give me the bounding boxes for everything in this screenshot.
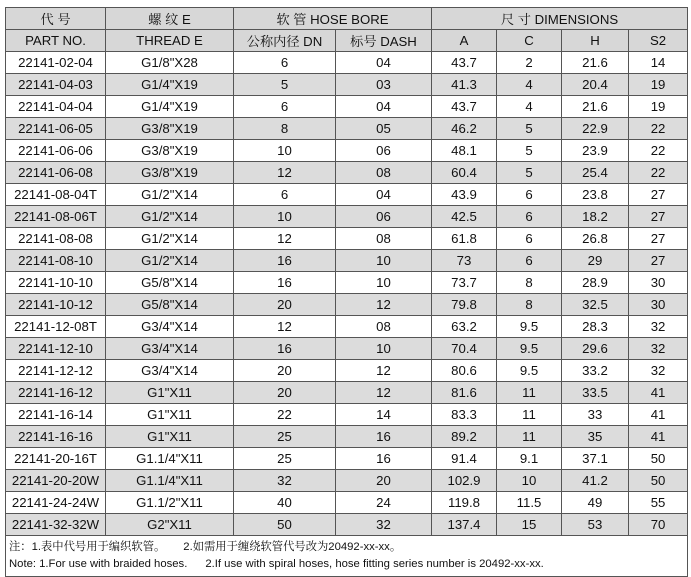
cell-dn: 16 (234, 250, 336, 272)
cell-dim-s2: 32 (629, 338, 688, 360)
cell-dim-c: 5 (497, 118, 562, 140)
cell-part-no: 22141-12-08T (6, 316, 106, 338)
table-row (6, 74, 688, 96)
cell-dn: 25 (234, 426, 336, 448)
table-row (6, 52, 688, 74)
cell-dim-h: 41.2 (562, 470, 629, 492)
cell-dash: 24 (336, 492, 432, 514)
cell-thread: G1/2"X14 (106, 228, 234, 250)
cell-dim-s2: 27 (629, 206, 688, 228)
cell-dim-h: 53 (562, 514, 629, 536)
cell-dim-a: 137.4 (432, 514, 497, 536)
cell-dn: 20 (234, 294, 336, 316)
cell-dim-s2: 70 (629, 514, 688, 536)
spec-table (5, 7, 688, 577)
note-cn-1: 注：1.表中代号用于编织软管。 (9, 541, 166, 553)
cell-dim-h: 35 (562, 426, 629, 448)
cell-dim-c: 6 (497, 250, 562, 272)
cell-dim-c: 5 (497, 140, 562, 162)
cell-dim-h: 21.6 (562, 52, 629, 74)
cell-dim-s2: 27 (629, 250, 688, 272)
cell-dn: 6 (234, 96, 336, 118)
cell-dn: 32 (234, 470, 336, 492)
cell-dash: 20 (336, 470, 432, 492)
cell-dim-c: 4 (497, 74, 562, 96)
cell-dim-a: 73.7 (432, 272, 497, 294)
header-thread-en: THREAD E (106, 30, 234, 52)
cell-part-no: 22141-16-12 (6, 382, 106, 404)
cell-thread: G1/2"X14 (106, 250, 234, 272)
cell-part-no: 22141-08-08 (6, 228, 106, 250)
cell-dim-s2: 50 (629, 470, 688, 492)
notes-row (6, 536, 688, 577)
cell-thread: G3/4"X14 (106, 360, 234, 382)
cell-dim-h: 20.4 (562, 74, 629, 96)
cell-dim-a: 83.3 (432, 404, 497, 426)
cell-dim-h: 25.4 (562, 162, 629, 184)
cell-dn: 10 (234, 140, 336, 162)
cell-part-no: 22141-12-12 (6, 360, 106, 382)
cell-dim-a: 48.1 (432, 140, 497, 162)
note-en-2: 2.If use with spiral hoses, hose fitting series number is 20492-xx-xx. (205, 558, 544, 570)
cell-dn: 12 (234, 162, 336, 184)
header-part-en: PART NO. (6, 30, 106, 52)
cell-dim-a: 42.5 (432, 206, 497, 228)
cell-dash: 06 (336, 206, 432, 228)
table-row (6, 228, 688, 250)
cell-dim-c: 9.5 (497, 316, 562, 338)
cell-dim-c: 9.1 (497, 448, 562, 470)
cell-dim-c: 11 (497, 426, 562, 448)
table-row (6, 316, 688, 338)
cell-part-no: 22141-12-10 (6, 338, 106, 360)
table-row (6, 184, 688, 206)
notes-cell (6, 536, 688, 577)
cell-part-no: 22141-06-06 (6, 140, 106, 162)
table-row (6, 294, 688, 316)
header-dimensions: 尺 寸 DIMENSIONS (432, 8, 688, 30)
cell-part-no: 22141-20-16T (6, 448, 106, 470)
note-en-1: Note: 1.For use with braided hoses. (9, 558, 188, 570)
cell-dash: 08 (336, 316, 432, 338)
cell-dim-a: 80.6 (432, 360, 497, 382)
cell-dim-s2: 41 (629, 382, 688, 404)
cell-thread: G1.1/2"X11 (106, 492, 234, 514)
cell-dn: 20 (234, 382, 336, 404)
cell-part-no: 22141-10-12 (6, 294, 106, 316)
cell-dn: 10 (234, 206, 336, 228)
cell-thread: G5/8"X14 (106, 272, 234, 294)
cell-dim-h: 23.9 (562, 140, 629, 162)
cell-part-no: 22141-08-06T (6, 206, 106, 228)
cell-thread: G3/8"X19 (106, 140, 234, 162)
cell-dim-c: 10 (497, 470, 562, 492)
cell-dim-a: 102.9 (432, 470, 497, 492)
cell-dim-s2: 30 (629, 294, 688, 316)
cell-dn: 25 (234, 448, 336, 470)
note-line-en (9, 556, 687, 573)
header-dn: 公称内径 DN (234, 30, 336, 52)
cell-dim-a: 81.6 (432, 382, 497, 404)
header-col-h: H (562, 30, 629, 52)
cell-thread: G1/2"X14 (106, 206, 234, 228)
cell-dim-h: 23.8 (562, 184, 629, 206)
cell-part-no: 22141-04-03 (6, 74, 106, 96)
cell-dim-s2: 22 (629, 118, 688, 140)
cell-thread: G1"X11 (106, 426, 234, 448)
table-row (6, 162, 688, 184)
cell-dim-s2: 19 (629, 74, 688, 96)
cell-thread: G1/8"X28 (106, 52, 234, 74)
cell-thread: G3/4"X14 (106, 316, 234, 338)
cell-dash: 12 (336, 294, 432, 316)
cell-dn: 8 (234, 118, 336, 140)
cell-dash: 04 (336, 52, 432, 74)
cell-thread: G1"X11 (106, 382, 234, 404)
cell-dim-h: 21.6 (562, 96, 629, 118)
cell-thread: G1/4"X19 (106, 96, 234, 118)
cell-dn: 40 (234, 492, 336, 514)
spec-sheet (5, 7, 687, 577)
table-row (6, 426, 688, 448)
cell-dim-s2: 22 (629, 140, 688, 162)
cell-dim-h: 28.3 (562, 316, 629, 338)
cell-dim-s2: 30 (629, 272, 688, 294)
cell-part-no: 22141-10-10 (6, 272, 106, 294)
cell-dim-h: 28.9 (562, 272, 629, 294)
cell-dn: 12 (234, 316, 336, 338)
header-col-c: C (497, 30, 562, 52)
cell-part-no: 22141-04-04 (6, 96, 106, 118)
cell-dim-s2: 27 (629, 184, 688, 206)
cell-dn: 20 (234, 360, 336, 382)
cell-dim-s2: 50 (629, 448, 688, 470)
table-row (6, 118, 688, 140)
cell-dash: 16 (336, 426, 432, 448)
cell-dim-s2: 32 (629, 316, 688, 338)
cell-dim-a: 89.2 (432, 426, 497, 448)
cell-dn: 16 (234, 272, 336, 294)
cell-dim-a: 46.2 (432, 118, 497, 140)
table-row (6, 492, 688, 514)
cell-dim-c: 6 (497, 206, 562, 228)
cell-dim-h: 18.2 (562, 206, 629, 228)
cell-dn: 22 (234, 404, 336, 426)
cell-dim-a: 60.4 (432, 162, 497, 184)
cell-thread: G1/4"X19 (106, 74, 234, 96)
cell-dim-a: 70.4 (432, 338, 497, 360)
header-thread-cn: 螺 纹 E (106, 8, 234, 30)
cell-dn: 50 (234, 514, 336, 536)
cell-dim-h: 22.9 (562, 118, 629, 140)
cell-dash: 14 (336, 404, 432, 426)
cell-dim-c: 8 (497, 272, 562, 294)
note-cn-2: 2.如需用于缠绕软管代号改为20492-xx-xx。 (183, 541, 402, 553)
header-col-a: A (432, 30, 497, 52)
cell-dash: 10 (336, 250, 432, 272)
cell-dim-s2: 41 (629, 404, 688, 426)
table-row (6, 338, 688, 360)
cell-dim-h: 33.2 (562, 360, 629, 382)
cell-dim-s2: 22 (629, 162, 688, 184)
cell-dim-h: 49 (562, 492, 629, 514)
cell-dim-c: 11.5 (497, 492, 562, 514)
cell-dim-a: 73 (432, 250, 497, 272)
table-row (6, 448, 688, 470)
table-row (6, 206, 688, 228)
table-row (6, 470, 688, 492)
table-row (6, 514, 688, 536)
cell-dim-h: 26.8 (562, 228, 629, 250)
cell-thread: G3/4"X14 (106, 338, 234, 360)
cell-dim-h: 37.1 (562, 448, 629, 470)
table-row (6, 272, 688, 294)
cell-part-no: 22141-16-14 (6, 404, 106, 426)
cell-dn: 5 (234, 74, 336, 96)
cell-dash: 12 (336, 382, 432, 404)
cell-dim-s2: 19 (629, 96, 688, 118)
cell-dim-c: 8 (497, 294, 562, 316)
cell-dim-a: 79.8 (432, 294, 497, 316)
cell-dim-c: 9.5 (497, 338, 562, 360)
cell-thread: G2"X11 (106, 514, 234, 536)
cell-dim-s2: 32 (629, 360, 688, 382)
cell-dim-s2: 27 (629, 228, 688, 250)
cell-dash: 10 (336, 338, 432, 360)
cell-dim-a: 61.8 (432, 228, 497, 250)
cell-dim-a: 119.8 (432, 492, 497, 514)
cell-dim-c: 6 (497, 184, 562, 206)
cell-dim-h: 29 (562, 250, 629, 272)
cell-dim-c: 11 (497, 404, 562, 426)
header-part-cn: 代 号 (6, 8, 106, 30)
cell-dim-c: 15 (497, 514, 562, 536)
table-body (6, 52, 688, 536)
cell-dash: 04 (336, 96, 432, 118)
cell-dim-a: 41.3 (432, 74, 497, 96)
cell-dim-c: 4 (497, 96, 562, 118)
cell-dash: 05 (336, 118, 432, 140)
cell-dim-s2: 41 (629, 426, 688, 448)
cell-part-no: 22141-02-04 (6, 52, 106, 74)
cell-dim-a: 91.4 (432, 448, 497, 470)
cell-dash: 12 (336, 360, 432, 382)
cell-dim-c: 11 (497, 382, 562, 404)
cell-part-no: 22141-08-04T (6, 184, 106, 206)
table-row (6, 96, 688, 118)
header-dash: 标号 DASH (336, 30, 432, 52)
cell-dim-c: 2 (497, 52, 562, 74)
cell-part-no: 22141-20-20W (6, 470, 106, 492)
cell-part-no: 22141-24-24W (6, 492, 106, 514)
cell-dim-h: 32.5 (562, 294, 629, 316)
table-row (6, 382, 688, 404)
header-row-bottom (6, 30, 688, 52)
cell-part-no: 22141-16-16 (6, 426, 106, 448)
cell-thread: G1.1/4"X11 (106, 448, 234, 470)
cell-part-no: 22141-32-32W (6, 514, 106, 536)
table-row (6, 140, 688, 162)
cell-thread: G1"X11 (106, 404, 234, 426)
cell-dim-a: 43.9 (432, 184, 497, 206)
cell-dash: 08 (336, 162, 432, 184)
cell-dn: 16 (234, 338, 336, 360)
cell-dim-a: 63.2 (432, 316, 497, 338)
table-row (6, 360, 688, 382)
cell-thread: G5/8"X14 (106, 294, 234, 316)
cell-dash: 08 (336, 228, 432, 250)
cell-dash: 10 (336, 272, 432, 294)
cell-thread: G1.1/4"X11 (106, 470, 234, 492)
cell-dash: 04 (336, 184, 432, 206)
header-col-s2: S2 (629, 30, 688, 52)
cell-part-no: 22141-06-08 (6, 162, 106, 184)
cell-dim-s2: 14 (629, 52, 688, 74)
cell-dash: 32 (336, 514, 432, 536)
cell-dim-c: 9.5 (497, 360, 562, 382)
header-hose-bore: 软 管 HOSE BORE (234, 8, 432, 30)
cell-dash: 06 (336, 140, 432, 162)
cell-dim-h: 33 (562, 404, 629, 426)
table-row (6, 250, 688, 272)
cell-part-no: 22141-06-05 (6, 118, 106, 140)
table-header (6, 8, 688, 52)
note-line-cn (9, 539, 687, 556)
cell-part-no: 22141-08-10 (6, 250, 106, 272)
cell-thread: G1/2"X14 (106, 184, 234, 206)
cell-dim-h: 33.5 (562, 382, 629, 404)
cell-dim-c: 6 (497, 228, 562, 250)
cell-dim-a: 43.7 (432, 52, 497, 74)
cell-dash: 16 (336, 448, 432, 470)
cell-dim-s2: 55 (629, 492, 688, 514)
cell-dn: 12 (234, 228, 336, 250)
cell-dn: 6 (234, 52, 336, 74)
header-row-top (6, 8, 688, 30)
cell-dim-a: 43.7 (432, 96, 497, 118)
cell-dn: 6 (234, 184, 336, 206)
cell-thread: G3/8"X19 (106, 118, 234, 140)
cell-dash: 03 (336, 74, 432, 96)
cell-thread: G3/8"X19 (106, 162, 234, 184)
table-row (6, 404, 688, 426)
cell-dim-c: 5 (497, 162, 562, 184)
cell-dim-h: 29.6 (562, 338, 629, 360)
